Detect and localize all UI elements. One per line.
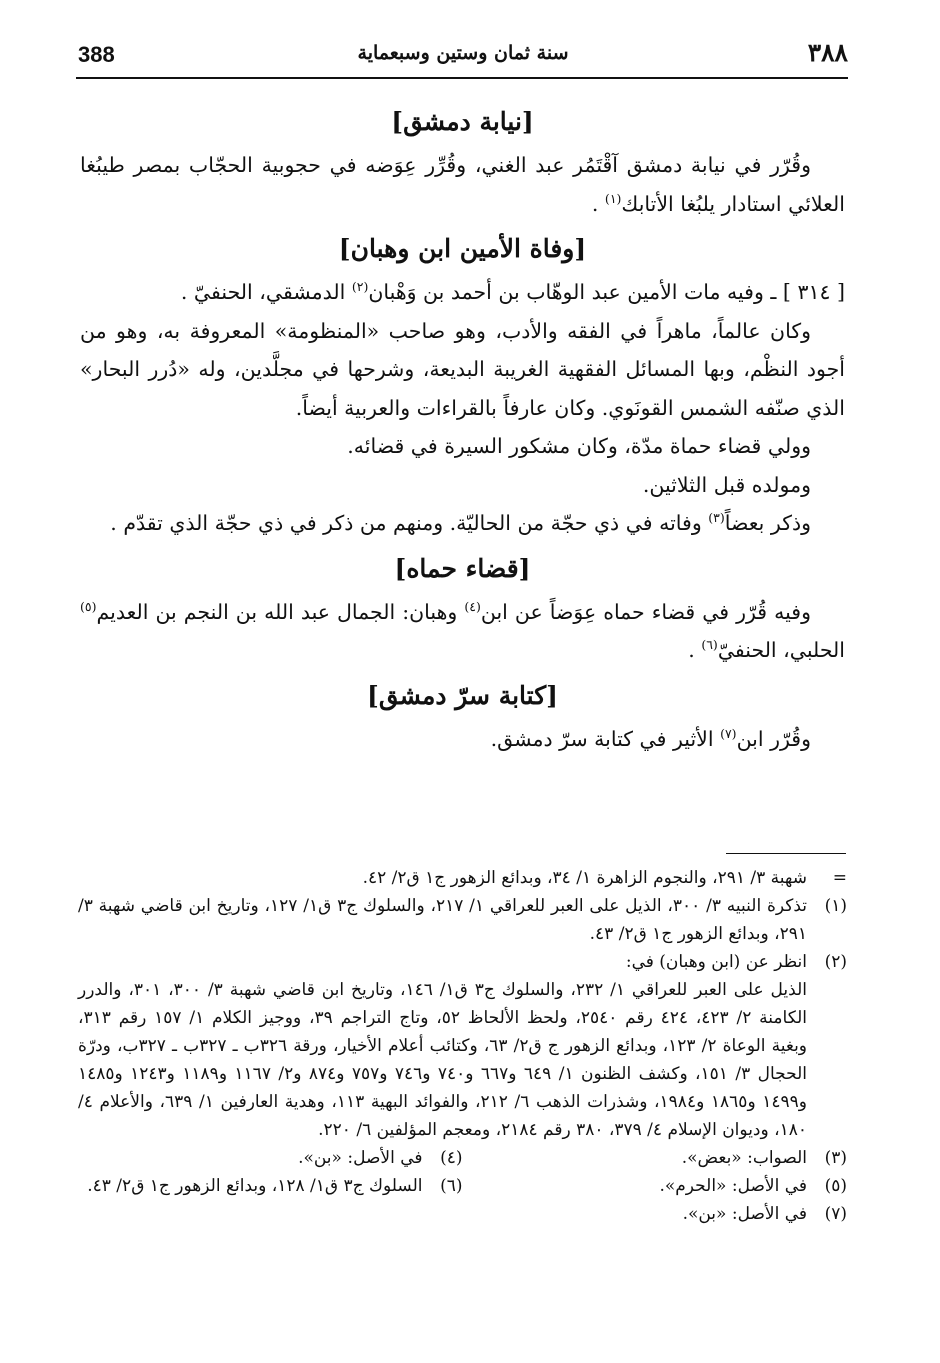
section-wafat-ibn-wahban bbox=[80, 231, 845, 543]
section-heading: [كتابة سرّ دمشق] bbox=[367, 680, 558, 710]
footnote-text: السلوك ج٣ ق١/ ١٢٨، وبدائع الزهور ج١ ق٢/ ٤٣. bbox=[87, 1176, 423, 1196]
footnote-label: (٦) bbox=[440, 1176, 463, 1196]
section-heading: [قضاء حماه] bbox=[394, 553, 531, 583]
text-run: وولي قضاء حماة مدّة، وكان مشكور السيرة في قضائه. bbox=[347, 434, 811, 458]
text-run: . bbox=[591, 191, 605, 216]
paragraph bbox=[80, 504, 845, 543]
footnote-3 bbox=[463, 1144, 848, 1172]
footnote-7 bbox=[78, 1200, 847, 1228]
section-qada-hamah bbox=[80, 551, 845, 670]
footnote-ref: (٣) bbox=[708, 510, 725, 526]
footnote-text: شهبة ٣/ ٢٩١، والنجوم الزاهرة ١/ ٣٤، وبدائع الزهور ج١ ق٢/ ٤٢. bbox=[362, 868, 807, 888]
text-run: الدمشقي، الحنفيّ . bbox=[180, 280, 352, 304]
text-run: . bbox=[688, 638, 702, 662]
footnote-row-5-6 bbox=[78, 1172, 847, 1200]
footnote-ref: (٤) bbox=[464, 598, 481, 614]
footnote-5 bbox=[463, 1172, 848, 1200]
header-rule bbox=[76, 77, 848, 79]
text-run: وقُرّر في نيابة دمشق آقْتَمُر عبد الغني، وقُرِّر عِوَضه في حجوبية الحجّاب بمصر طيبُغا العلائي استادار يلبُغا الأتابك bbox=[80, 153, 845, 216]
footnote-ref: (١) bbox=[604, 190, 622, 206]
text-run: وكان عالماً، ماهراً في الفقه والأدب، وهو صاحب «المنظومة» المعروفة به، وهو من أجود النظْم، وبها المسائل الفقهية الغريبة البديعة، وشرحها في مجلَّدين، وله «دُرر البحار» الذي صنّفه الشمس القونَوي. وكان عارفاً بالقراءات والعربية أيضاً. bbox=[80, 318, 845, 420]
footnote-text: في الأصل: «بن». bbox=[682, 1204, 807, 1224]
footnote-text: انظر عن (ابن وهبان) في: bbox=[625, 952, 807, 972]
footnote-2-sources bbox=[78, 976, 847, 1144]
footnote-ref: (٢) bbox=[351, 279, 369, 295]
section-heading: [وفاة الأمين ابن وهبان] bbox=[338, 234, 587, 263]
paragraph bbox=[80, 427, 845, 466]
footnote-ref: (٧) bbox=[720, 725, 737, 741]
text-run: الحلبي، الحنفيّ bbox=[717, 638, 845, 662]
footnote-rule bbox=[726, 853, 846, 854]
text-run: وهبان: الجمال عبد الله بن النجم بن العديم bbox=[96, 599, 465, 624]
paragraph bbox=[80, 146, 845, 223]
footnote-text: في الأصل: «بن». bbox=[298, 1148, 423, 1168]
footnote-label: (٤) bbox=[440, 1148, 463, 1168]
page-number-latin: 388 bbox=[78, 42, 115, 67]
main-text bbox=[80, 96, 845, 758]
footnote-label: (٣) bbox=[824, 1148, 847, 1168]
footnote-label: (٥) bbox=[824, 1176, 847, 1196]
text-run: الأثير في كتابة سرّ دمشق. bbox=[490, 726, 721, 751]
text-run: [ ٣١٤ ] ـ وفيه مات الأمين عبد الوهّاب بن أحمد بن وَهْبان bbox=[368, 280, 845, 304]
footnote-text: في الأصل: «الحرم». bbox=[659, 1176, 807, 1196]
page-header bbox=[78, 34, 848, 74]
footnote-label: = bbox=[832, 868, 847, 888]
footnote-label: (١) bbox=[824, 896, 847, 916]
text-run: وذكر بعضاً bbox=[724, 511, 811, 535]
text-run: ومولده قبل الثلاثين. bbox=[642, 472, 811, 497]
footnote-4 bbox=[78, 1144, 463, 1172]
paragraph bbox=[80, 720, 845, 759]
paragraph bbox=[80, 593, 845, 670]
footnote-continuation bbox=[78, 864, 847, 892]
footnote-label: (٢) bbox=[824, 952, 847, 972]
page-number-arabic: ٣٨٨ bbox=[807, 38, 848, 67]
footnote-1 bbox=[78, 892, 847, 948]
footnote-label: (٧) bbox=[824, 1204, 847, 1224]
footnote-indent bbox=[807, 976, 847, 1144]
section-heading: [نيابة دمشق] bbox=[391, 107, 534, 136]
section-kitabat-sirr-dimashq bbox=[80, 678, 845, 759]
footnote-text: الذيل على العبر للعراقي ١/ ٢٣٢، والسلوك ج٣ ق١/ ١٤٦، وتاريخ ابن قاضي شهبة ٣/ ٣٠٠، ٣٠١، والدرر الكامنة ٢/ ٤٢٣، ٤٢٤ رقم ٢٥٤٠، ولحظ الألحاظ ٥٢، وتاج التراجم ٣٩، ووجيز الكلام ١/ ١٥٧ رقم ٣١٣، وبغية الوعاة ٢/ ١٢٣، وبدائع الزهور ج ق٢/ ٦٣، وكتائب أعلام الأخيار، ورقة ٣٢٦ب ـ ٣٢٧ب ـ ٣٢٧ب، ودرّة الحجال ٣/ ١٥١، وكشف الظنون ١/ ٦٤٩ و٦٦٧ و٧٤٠ و٧٤٦ و٧٥٧ و٨٧٤ و٢/ ١١٦٧ و١١٨٩ و١٢٤٣ و١٤٨٥ و١٤٩٩ و١٨٦٥ و١٩٨٤، وشذرات الذهب ٦/ ٢١٢، والفوائد البهية ١١٣، وهدية العارفين ١/ ٦٣٩، والأعلام ٤/ ١٨٠، وديوان الإسلام ٤/ ٣٧٩، ٣٨٠ رقم ٢١٨٤، ومعجم المؤلفين ٦/ ٢٢٠. bbox=[78, 980, 808, 1140]
footnote-text: تذكرة النبيه ٣/ ٣٠٠، الذيل على العبر للعراقي ١/ ٢١٧، والسلوك ج٣ ق١/ ١٢٧، وتاريخ ابن قاضي شهبة ٣/ ٢٩١، وبدائع الزهور ج١ ق٢/ ٤٣. bbox=[78, 896, 807, 944]
footnote-text: الصواب: «بعض». bbox=[681, 1148, 807, 1168]
footnote-2 bbox=[78, 948, 847, 976]
paragraph bbox=[80, 312, 845, 428]
running-title: سنة ثمان وستين وسبعماية bbox=[357, 42, 569, 64]
footnote-row-3-4 bbox=[78, 1144, 847, 1172]
paragraph bbox=[80, 466, 845, 505]
text-run: وقُرّر ابن bbox=[736, 726, 811, 751]
text-run: وفاته في ذي حجّة من الحاليّة. ومنهم من ذكر في ذي حجّة الذي تقدّم . bbox=[110, 511, 709, 535]
footnote-ref: (٦) bbox=[701, 637, 718, 653]
section-niyabat-dimashq bbox=[80, 104, 845, 223]
footnote-ref: (٥) bbox=[80, 598, 97, 614]
footnotes bbox=[78, 864, 847, 1228]
footnote-6 bbox=[78, 1172, 463, 1200]
text-run: وفيه قُرّر في قضاء حماه عِوَضاً عن ابن bbox=[480, 599, 811, 624]
paragraph bbox=[80, 273, 845, 312]
